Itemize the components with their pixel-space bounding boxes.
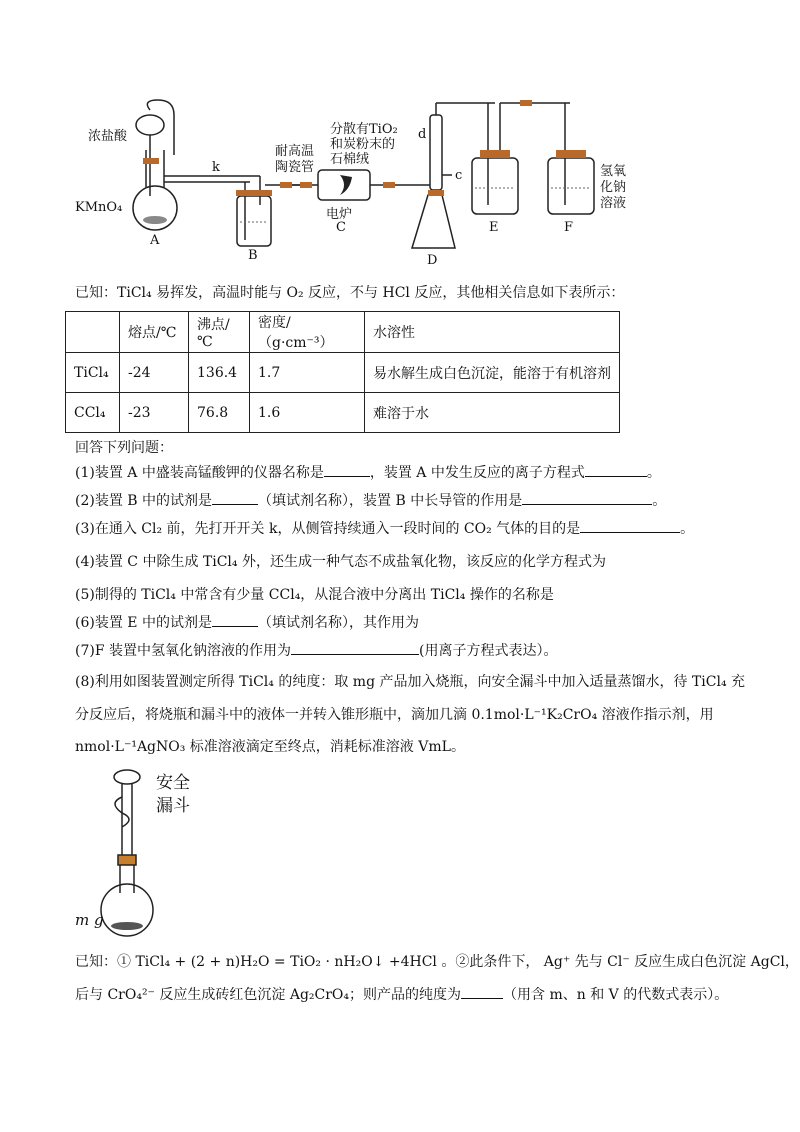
table-cell: CCl₄ (66, 393, 120, 433)
question-6 (75, 612, 419, 632)
footer-line-2 (75, 984, 728, 1004)
q1-text-a: (1)装置 A 中盛装高锰酸钾的仪器名称是 (75, 465, 324, 481)
q6-text-b: （填试剂名称），其作用为 (257, 615, 419, 631)
label-e: E (489, 220, 499, 235)
label-naoh1: 氢氧 (600, 164, 627, 179)
flask-d (412, 195, 455, 248)
table-row (66, 393, 620, 433)
q1-blank-1[interactable] (324, 464, 370, 477)
q3-text-a: (3)在通入 Cl₂ 前，先打开开关 k，从侧管持续通入一段时间的 CO₂ 气体的目的是 (75, 521, 581, 537)
bottle-b (237, 196, 271, 246)
header-cell: 水溶性 (365, 312, 620, 353)
table-header-row (66, 312, 620, 353)
question-5: (5)制得的 TiCl₄ 中常含有少量 CCl₄，从混合液中分离出 TiCl₄ 操作的名称是 (75, 587, 554, 603)
q6-blank[interactable] (212, 614, 258, 627)
label-c-side: c (455, 168, 463, 183)
q6-text-a: (6)装置 E 中的试剂是 (75, 615, 212, 631)
label-d-top: d (418, 127, 427, 142)
q7-text-a: (7)F 装置中氢氧化钠溶液的作用为 (75, 643, 291, 659)
q7-text-b: (用离子方程式表达）。 (419, 643, 558, 659)
table-cell: TiCl₄ (66, 353, 120, 393)
funnel-mass-label: m g (75, 911, 104, 929)
q1-text-b: ，装置 A 中发生反应的离子方程式 (369, 465, 585, 481)
table-cell: -23 (120, 393, 189, 433)
label-c-device: C (336, 220, 346, 235)
label-disp3: 石棉绒 (330, 152, 370, 167)
funnel-label-1: 安全 (156, 773, 190, 793)
label-hcl: 浓盐酸 (88, 129, 128, 144)
properties-table (65, 311, 620, 433)
q1-text-c: 。 (646, 465, 661, 481)
stopper (118, 855, 136, 865)
header-cell: 熔点/℃ (120, 312, 189, 353)
label-naoh2: 化钠 (600, 180, 627, 195)
q2-blank-1[interactable] (212, 492, 258, 505)
label-kmno4: KMnO₄ (75, 200, 123, 215)
questions-intro: 回答下列问题： (75, 440, 173, 456)
condenser (430, 115, 442, 190)
label-switch-k: k (212, 160, 220, 175)
q2-text-a: (2)装置 B 中的试剂是 (75, 493, 213, 509)
label-tube2: 陶瓷管 (275, 160, 315, 175)
q2-text-c: 。 (652, 493, 667, 509)
bottle-f (548, 158, 594, 214)
label-b: B (248, 248, 258, 263)
header-cell: 密度/（g·cm⁻³） (250, 312, 365, 353)
funnel-top (114, 770, 140, 784)
funnel-label-2: 漏斗 (156, 796, 190, 816)
bottle-e (472, 158, 518, 214)
question-8-line-3: nmol·L⁻¹AgNO₃ 标准溶液滴定至终点，消耗标准溶液 VmL。 (75, 739, 465, 755)
table-cell: 1.7 (250, 353, 365, 393)
table-cell: -24 (120, 353, 189, 393)
label-f: F (564, 220, 574, 235)
label-disp2: 和炭粉末的 (330, 137, 396, 152)
question-8-line-2: 分反应后，将烧瓶和漏斗中的液体一并转入锥形瓶中，滴加几滴 0.1mol·L⁻¹K₂CrO₄ 溶液作指示剂，用 (75, 707, 714, 723)
q1-blank-2[interactable] (585, 464, 647, 477)
purity-blank[interactable] (461, 986, 503, 999)
label-tube1: 耐高温 (275, 144, 315, 159)
table-cell: 难溶于水 (365, 393, 620, 433)
question-1 (75, 462, 661, 482)
table-cell: 1.6 (250, 393, 365, 433)
table-cell: 易水解生成白色沉淀，能溶于有机溶剂 (365, 353, 620, 393)
question-7 (75, 640, 557, 660)
known-intro: 已知：TiCl₄ 易挥发，高温时能与 O₂ 反应，不与 HCl 反应，其他相关信息如下表所示： (75, 285, 625, 301)
question-8-line-1: (8)利用如图装置测定所得 TiCl₄ 的纯度：取 mg 产品加入烧瓶，向安全漏斗中加入适量蒸馏水，待 TiCl₄ 充 (75, 674, 746, 690)
table-row (66, 353, 620, 393)
q3-blank[interactable] (580, 520, 680, 533)
question-3 (75, 518, 694, 538)
footer-line-1: 已知：① TiCl₄ + (2 + n)H₂O = TiO₂ · nH₂O↓ +4HCl 。②此条件下， Ag⁺ 先与 Cl⁻ 反应生成白色沉淀 AgCl， (75, 954, 799, 970)
table-cell: 76.8 (189, 393, 250, 433)
table-cell: 136.4 (189, 353, 250, 393)
label-a: A (150, 233, 160, 248)
question-4: (4)装置 C 中除生成 TiCl₄ 外，还生成一种气态不成盐氧化物，该反应的化学方程式为 (75, 554, 606, 570)
label-d: D (427, 253, 438, 268)
q3-text-b: 。 (680, 521, 695, 537)
footer-text-b: （用含 m、n 和 V 的代数式表示）。 (503, 987, 729, 1003)
header-cell: 沸点/℃ (189, 312, 250, 353)
header-cell (66, 312, 120, 353)
label-disp1: 分散有TiO₂ (330, 122, 398, 137)
question-2 (75, 490, 666, 510)
q7-blank[interactable] (291, 642, 419, 655)
q2-blank-2[interactable] (522, 492, 652, 505)
label-furnace: 电炉 (326, 207, 353, 222)
q2-text-b: （填试剂名称），装置 B 中长导管的作用是 (258, 493, 523, 509)
label-naoh3: 溶液 (600, 196, 627, 211)
footer-text-a: 后与 CrO₄²⁻ 反应生成砖红色沉淀 Ag₂CrO₄；则产品的纯度为 (75, 987, 462, 1003)
dropping-funnel (136, 115, 164, 135)
